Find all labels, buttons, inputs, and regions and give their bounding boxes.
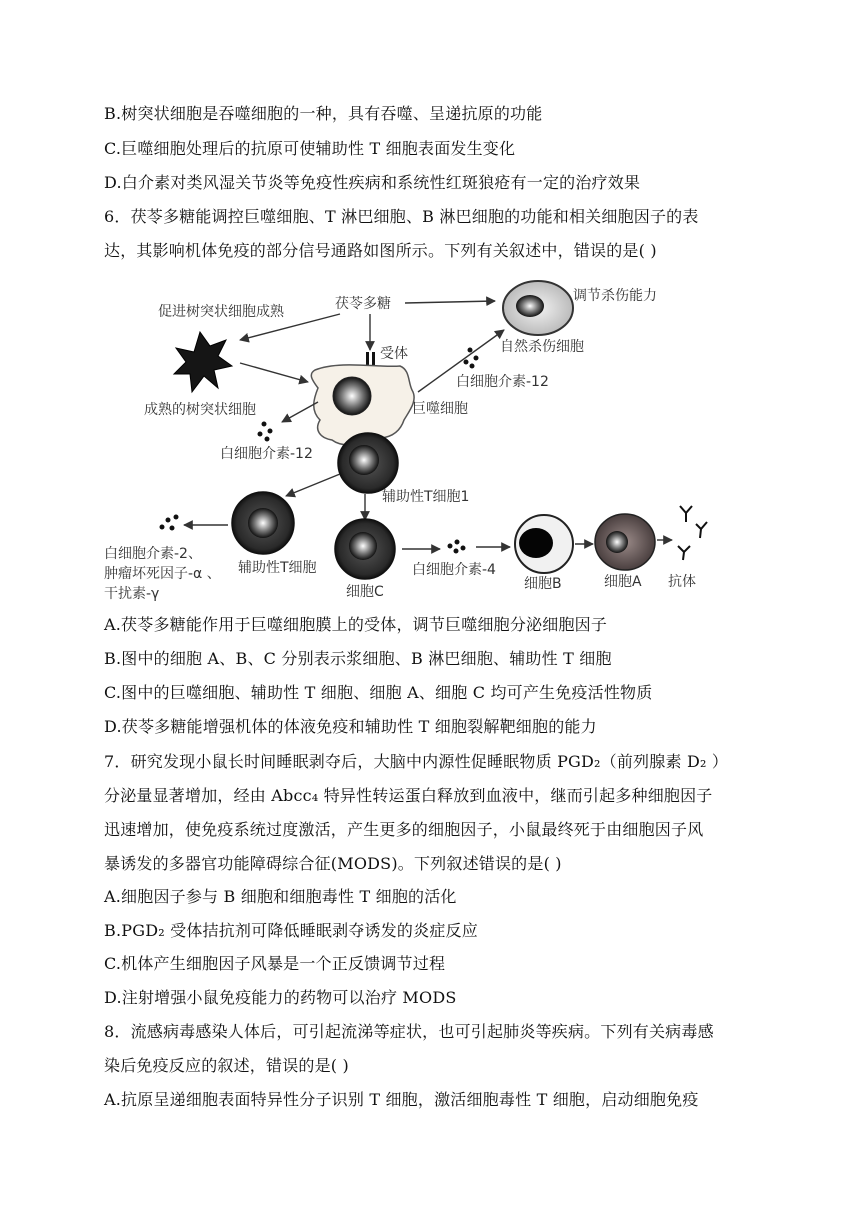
- nk-cell-label: 自然杀伤细胞: [500, 339, 584, 355]
- cell-b-nucleus: [519, 528, 553, 558]
- text-line: D.注射增强小鼠免疫能力的药物可以治疗 MODS: [104, 988, 457, 1007]
- th1-label: 辅助性T细胞1: [382, 489, 470, 505]
- il12-right-label: 白细胞介素-12: [456, 374, 549, 390]
- text-line: B.PGD₂ 受体拮抗剂可降低睡眠剥夺诱发的炎症反应: [104, 921, 478, 940]
- receptor-label: 受体: [380, 346, 408, 362]
- antibody-label: 抗体: [668, 574, 696, 590]
- th-nucleus: [248, 508, 278, 538]
- immune-pathway-diagram: [100, 270, 740, 610]
- antibody-icons: [678, 506, 707, 560]
- cytokines-label-2: 肿瘤坏死因子-α 、: [104, 566, 221, 582]
- text-line: 迅速增加，使免疫系统过度激活，产生更多的细胞因子，小鼠最终死于由细胞因子风: [104, 820, 704, 839]
- promote-dc-label: 促进树突状细胞成熟: [158, 304, 284, 320]
- text-line: B.树突状细胞是吞噬细胞的一种，具有吞噬、呈递抗原的功能: [104, 104, 543, 123]
- text-line: 7．研究发现小鼠长时间睡眠剥夺后，大脑中内源性促睡眠物质 PGD₂（前列腺素 D₂ ）: [104, 752, 729, 771]
- text-line: 分泌量显著增加，经由 Abcc₄ 特异性转运蛋白释放到血液中，继而引起多种细胞因子: [104, 786, 713, 805]
- il12-dots-left: [258, 422, 273, 442]
- cytokines-label-3: 干扰素-γ: [104, 586, 160, 602]
- regulate-kill-label: 调节杀伤能力: [573, 288, 657, 304]
- arrow-macrophage-to-il12: [282, 402, 318, 422]
- arrow-to-nk: [405, 301, 495, 303]
- il12-left-label: 白细胞介素-12: [220, 446, 313, 462]
- cell-a-label: 细胞A: [604, 574, 642, 590]
- cell-c-nucleus: [349, 532, 377, 560]
- cell-b-label: 细胞B: [524, 576, 562, 592]
- cell-c-label: 细胞C: [346, 584, 384, 600]
- nk-nucleus: [516, 295, 544, 317]
- text-line: C.图中的巨噬细胞、辅助性 T 细胞、细胞 A、细胞 C 均可产生免疫活性物质: [104, 683, 653, 702]
- cytokines-label-1: 白细胞介素-2、: [104, 546, 202, 562]
- il4-dots: [448, 540, 466, 554]
- th-cell-label: 辅助性T细胞: [238, 560, 317, 576]
- text-line: A.细胞因子参与 B 细胞和细胞毒性 T 细胞的活化: [104, 887, 457, 906]
- text-line: C.巨噬细胞处理后的抗原可使辅助性 T 细胞表面发生变化: [104, 139, 516, 158]
- text-line: 暴诱发的多器官功能障碍综合征(MODS)。下列叙述错误的是( ): [104, 854, 562, 873]
- text-line: 6．茯苓多糖能调控巨噬细胞、T 淋巴细胞、B 淋巴细胞的功能和相关细胞因子的表: [104, 207, 699, 226]
- text-line: D.白介素对类风湿关节炎等免疫性疾病和系统性红斑狼疮有一定的治疗效果: [104, 173, 641, 192]
- cell-a-nucleus: [606, 531, 628, 553]
- arrow-th1-to-th: [286, 474, 340, 496]
- mature-dendritic-cell: [174, 332, 232, 392]
- text-line: 8．流感病毒感染人体后，可引起流涕等症状，也可引起肺炎等疾病。下列有关病毒感: [104, 1022, 714, 1041]
- il4-label: 白细胞介素-4: [412, 562, 496, 578]
- text-line: 达，其影响机体免疫的部分信号通路如图所示。下列有关叙述中，错误的是( ): [104, 241, 657, 260]
- text-line: A.抗原呈递细胞表面特异性分子识别 T 细胞，激活细胞毒性 T 细胞，启动细胞免疫: [104, 1090, 699, 1109]
- arrow-dc-to-macrophage: [240, 363, 308, 382]
- mature-dc-label: 成熟的树突状细胞: [144, 402, 256, 418]
- text-line: C.机体产生细胞因子风暴是一个正反馈调节过程: [104, 954, 446, 973]
- text-line: 染后免疫反应的叙述，错误的是( ): [104, 1056, 349, 1075]
- polysaccharide-label: 茯苓多糖: [335, 296, 391, 312]
- macrophage-label: 巨噬细胞: [412, 401, 468, 417]
- cytokine-dots: [160, 515, 179, 531]
- text-line: D.茯苓多糖能增强机体的体液免疫和辅助性 T 细胞裂解靶细胞的能力: [104, 717, 597, 736]
- text-line: A.茯苓多糖能作用于巨噬细胞膜上的受体，调节巨噬细胞分泌细胞因子: [104, 615, 608, 634]
- th1-nucleus: [349, 445, 379, 475]
- macrophage-nucleus: [333, 377, 371, 415]
- text-line: B.图中的细胞 A、B、C 分别表示浆细胞、B 淋巴细胞、辅助性 T 细胞: [104, 649, 612, 668]
